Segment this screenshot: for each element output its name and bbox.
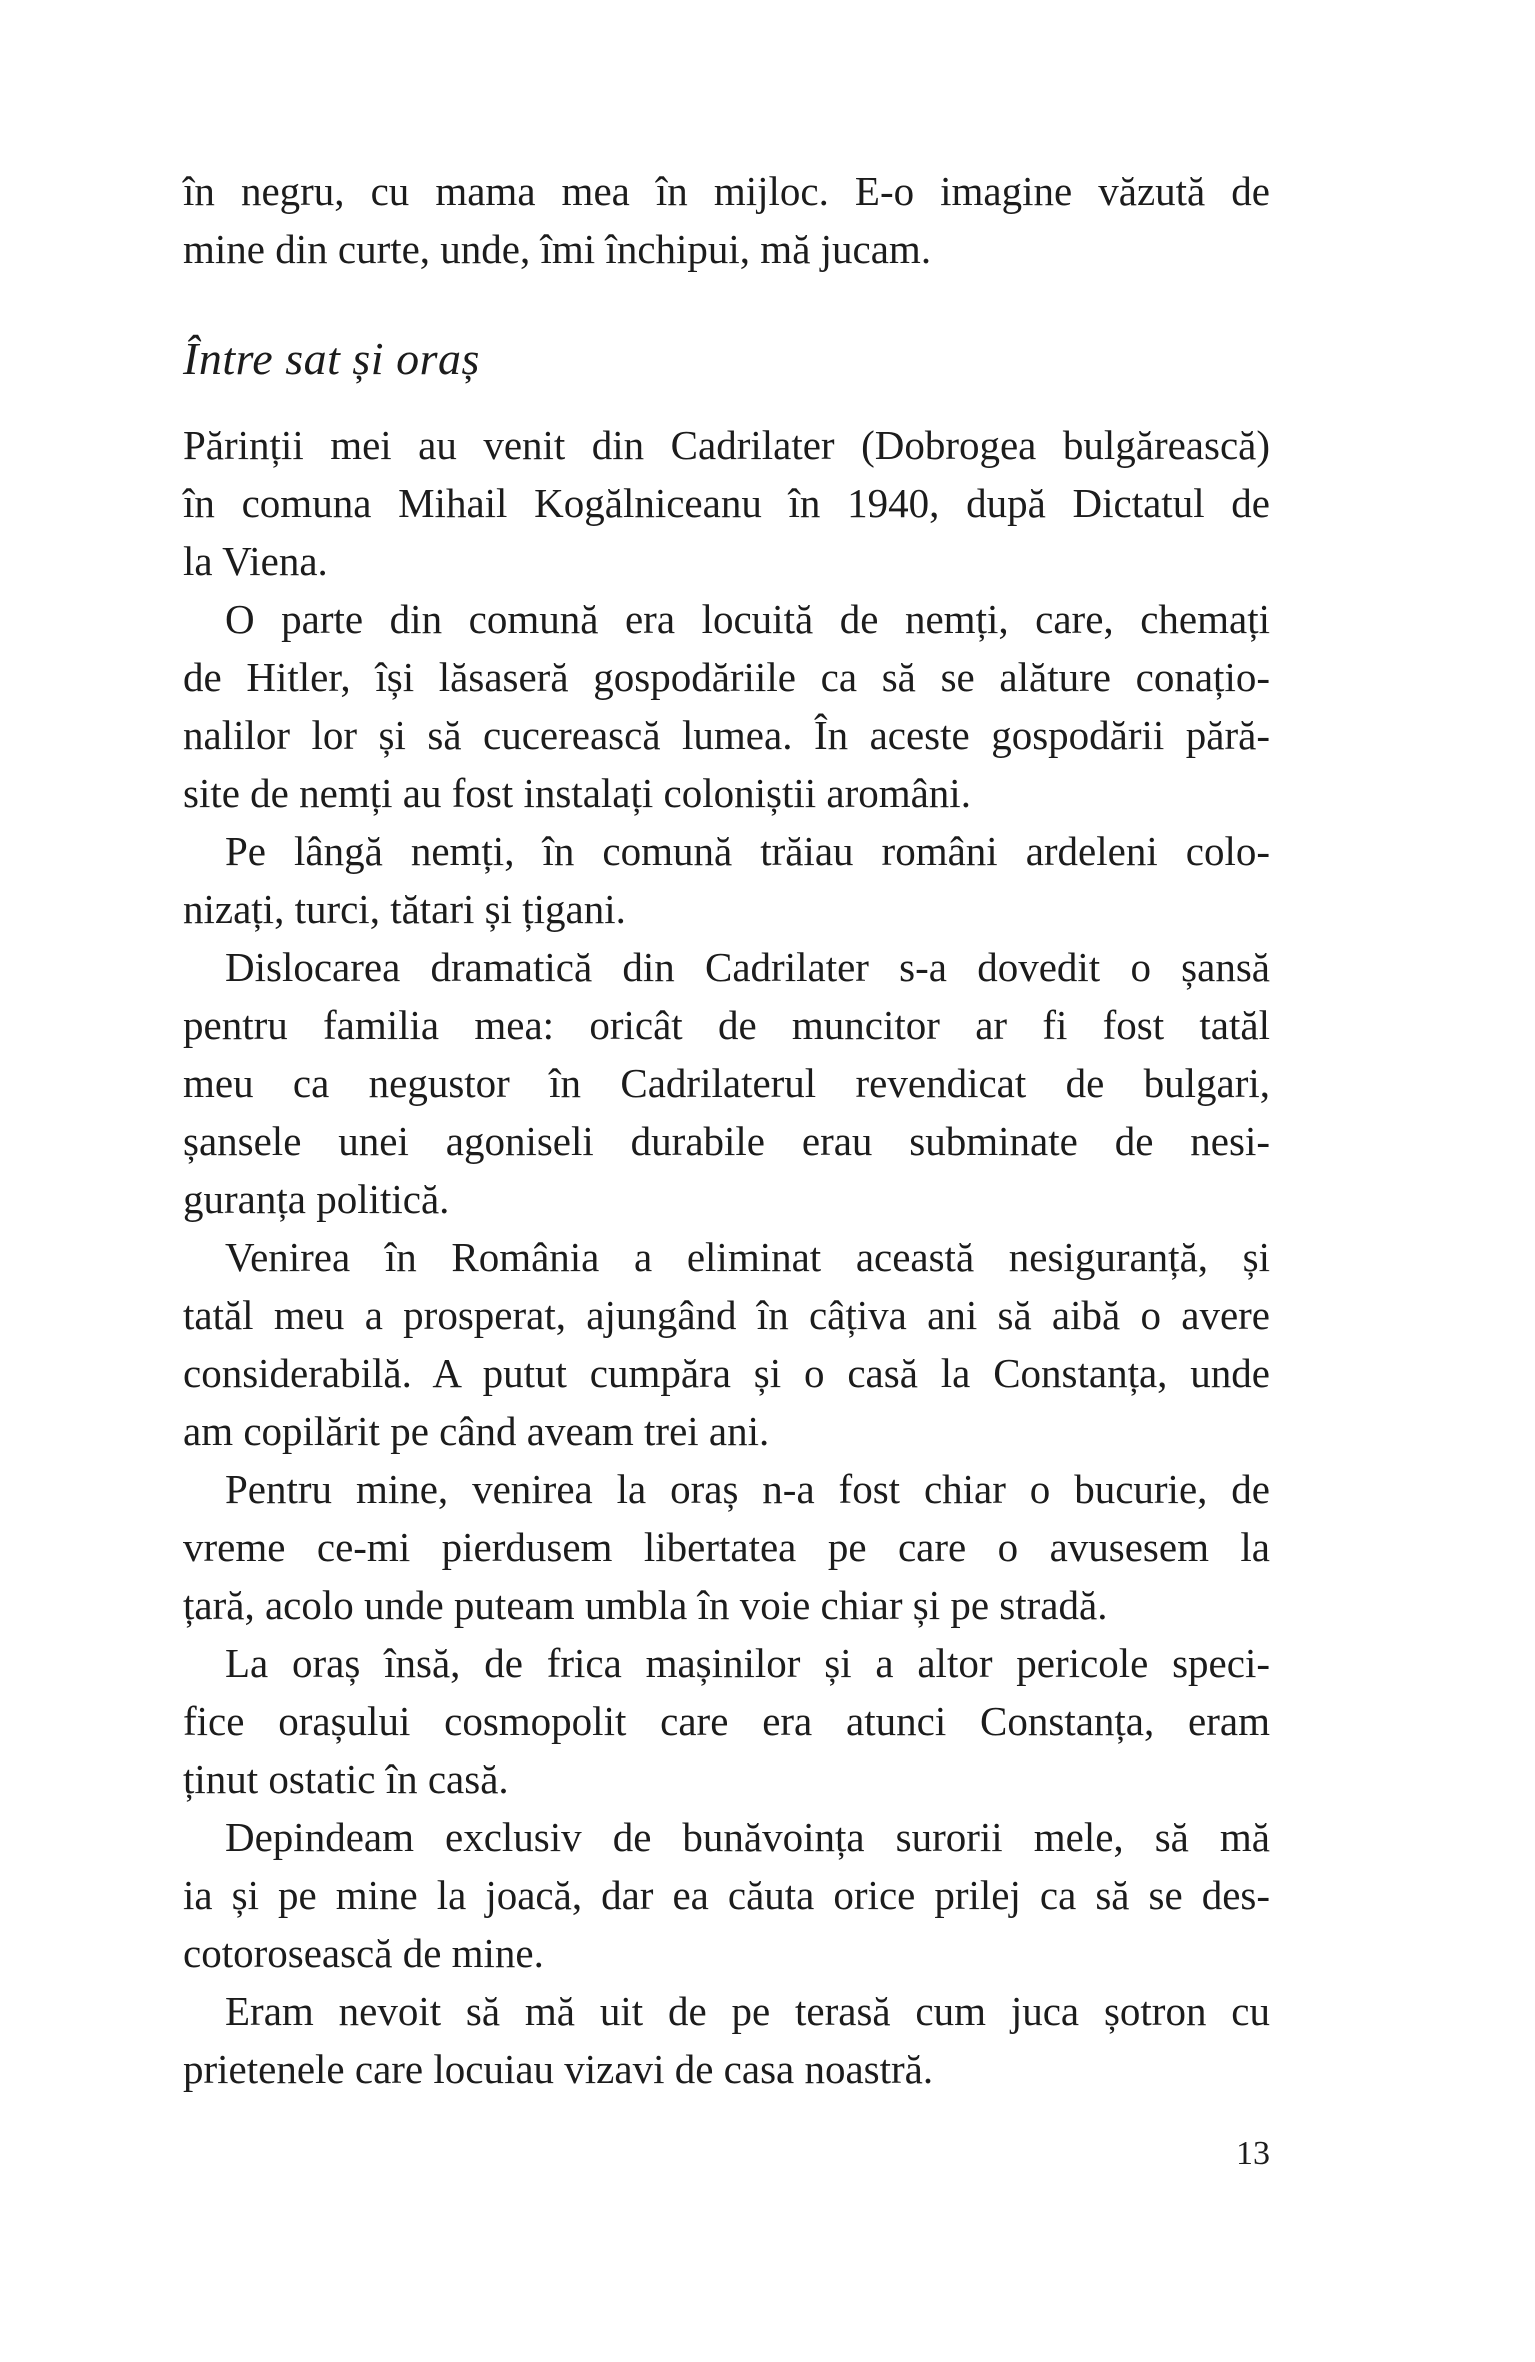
text-line: pentru familia mea: oricât de muncitor ar fi fost tatăl [183,1002,1270,1048]
text-line: prietenele care locuiau vizavi de casa noastră. [183,2046,934,2092]
text-line: țară, acolo unde puteam umbla în voie chiar și pe stradă. [183,1582,1108,1628]
text-line: vreme ce-mi pierdusem libertatea pe care o avusesem la [183,1524,1270,1570]
text-line: O parte din comună era locuită de nemți, care, chemați [225,596,1270,642]
paragraph [183,938,1270,1228]
text-line: Pentru mine, venirea la oraș n-a fost chiar o bucurie, de [225,1466,1270,1512]
paragraph [183,590,1270,822]
paragraph [183,1808,1270,1982]
paragraph [183,1460,1270,1634]
text-line: nizați, turci, tătari și țigani. [183,886,626,932]
page-number: 13 [1236,2135,1270,2172]
text-line: guranța politică. [183,1176,450,1222]
text-line: în negru, cu mama mea în mijloc. E-o imagine văzută de [183,168,1270,214]
paragraph [183,1982,1270,2098]
text-line: Părinții mei au venit din Cadrilater (Dobrogea bulgărească) [183,422,1270,468]
section-heading: Între sat și oraș [183,333,480,384]
text-line: de Hitler, își lăsaseră gospodăriile ca să se alăture conațio- [183,654,1270,700]
text-line: meu ca negustor în Cadrilaterul revendicat de bulgari, [183,1060,1270,1106]
text-line: Pe lângă nemți, în comună trăiau români ardeleni colo- [225,828,1270,874]
paragraph [183,1228,1270,1460]
paragraph [183,416,1270,590]
paragraph-continuation [183,162,1270,278]
text-line: site de nemți au fost instalați coloniștii aromâni. [183,770,971,816]
text-line: Depindeam exclusiv de bunăvoința surorii mele, să mă [225,1814,1270,1860]
paragraph [183,822,1270,938]
text-line: mine din curte, unde, îmi închipui, mă jucam. [183,226,932,272]
text-line: la Viena. [183,538,328,584]
text-line: am copilărit pe când aveam trei ani. [183,1408,770,1454]
text-line: șansele unei agoniseli durabile erau subminate de nesi- [183,1118,1270,1164]
text-line: fice orașului cosmopolit care era atunci Constanța, eram [183,1698,1270,1744]
text-line: în comuna Mihail Kogălniceanu în 1940, după Dictatul de [183,480,1270,526]
text-line: tatăl meu a prosperat, ajungând în câțiva ani să aibă o avere [183,1292,1270,1338]
text-line: Eram nevoit să mă uit de pe terasă cum juca șotron cu [225,1988,1270,2034]
text-line: cotorosească de mine. [183,1930,544,1976]
text-line: Venirea în România a eliminat această nesiguranță, și [225,1234,1270,1280]
text-line: ținut ostatic în casă. [183,1756,509,1802]
text-line: La oraș însă, de frica mașinilor și a altor pericole speci- [225,1640,1270,1686]
body-paragraphs [183,416,1270,2098]
text-line: considerabilă. A putut cumpăra și o casă la Constanța, unde [183,1350,1270,1396]
text-line: ia și pe mine la joacă, dar ea căuta orice prilej ca să se des- [183,1872,1270,1918]
paragraph [183,1634,1270,1808]
text-line: nalilor lor și să cucerească lumea. În aceste gospodării pără- [183,712,1270,758]
text-line: Dislocarea dramatică din Cadrilater s-a dovedit o șansă [225,944,1270,990]
